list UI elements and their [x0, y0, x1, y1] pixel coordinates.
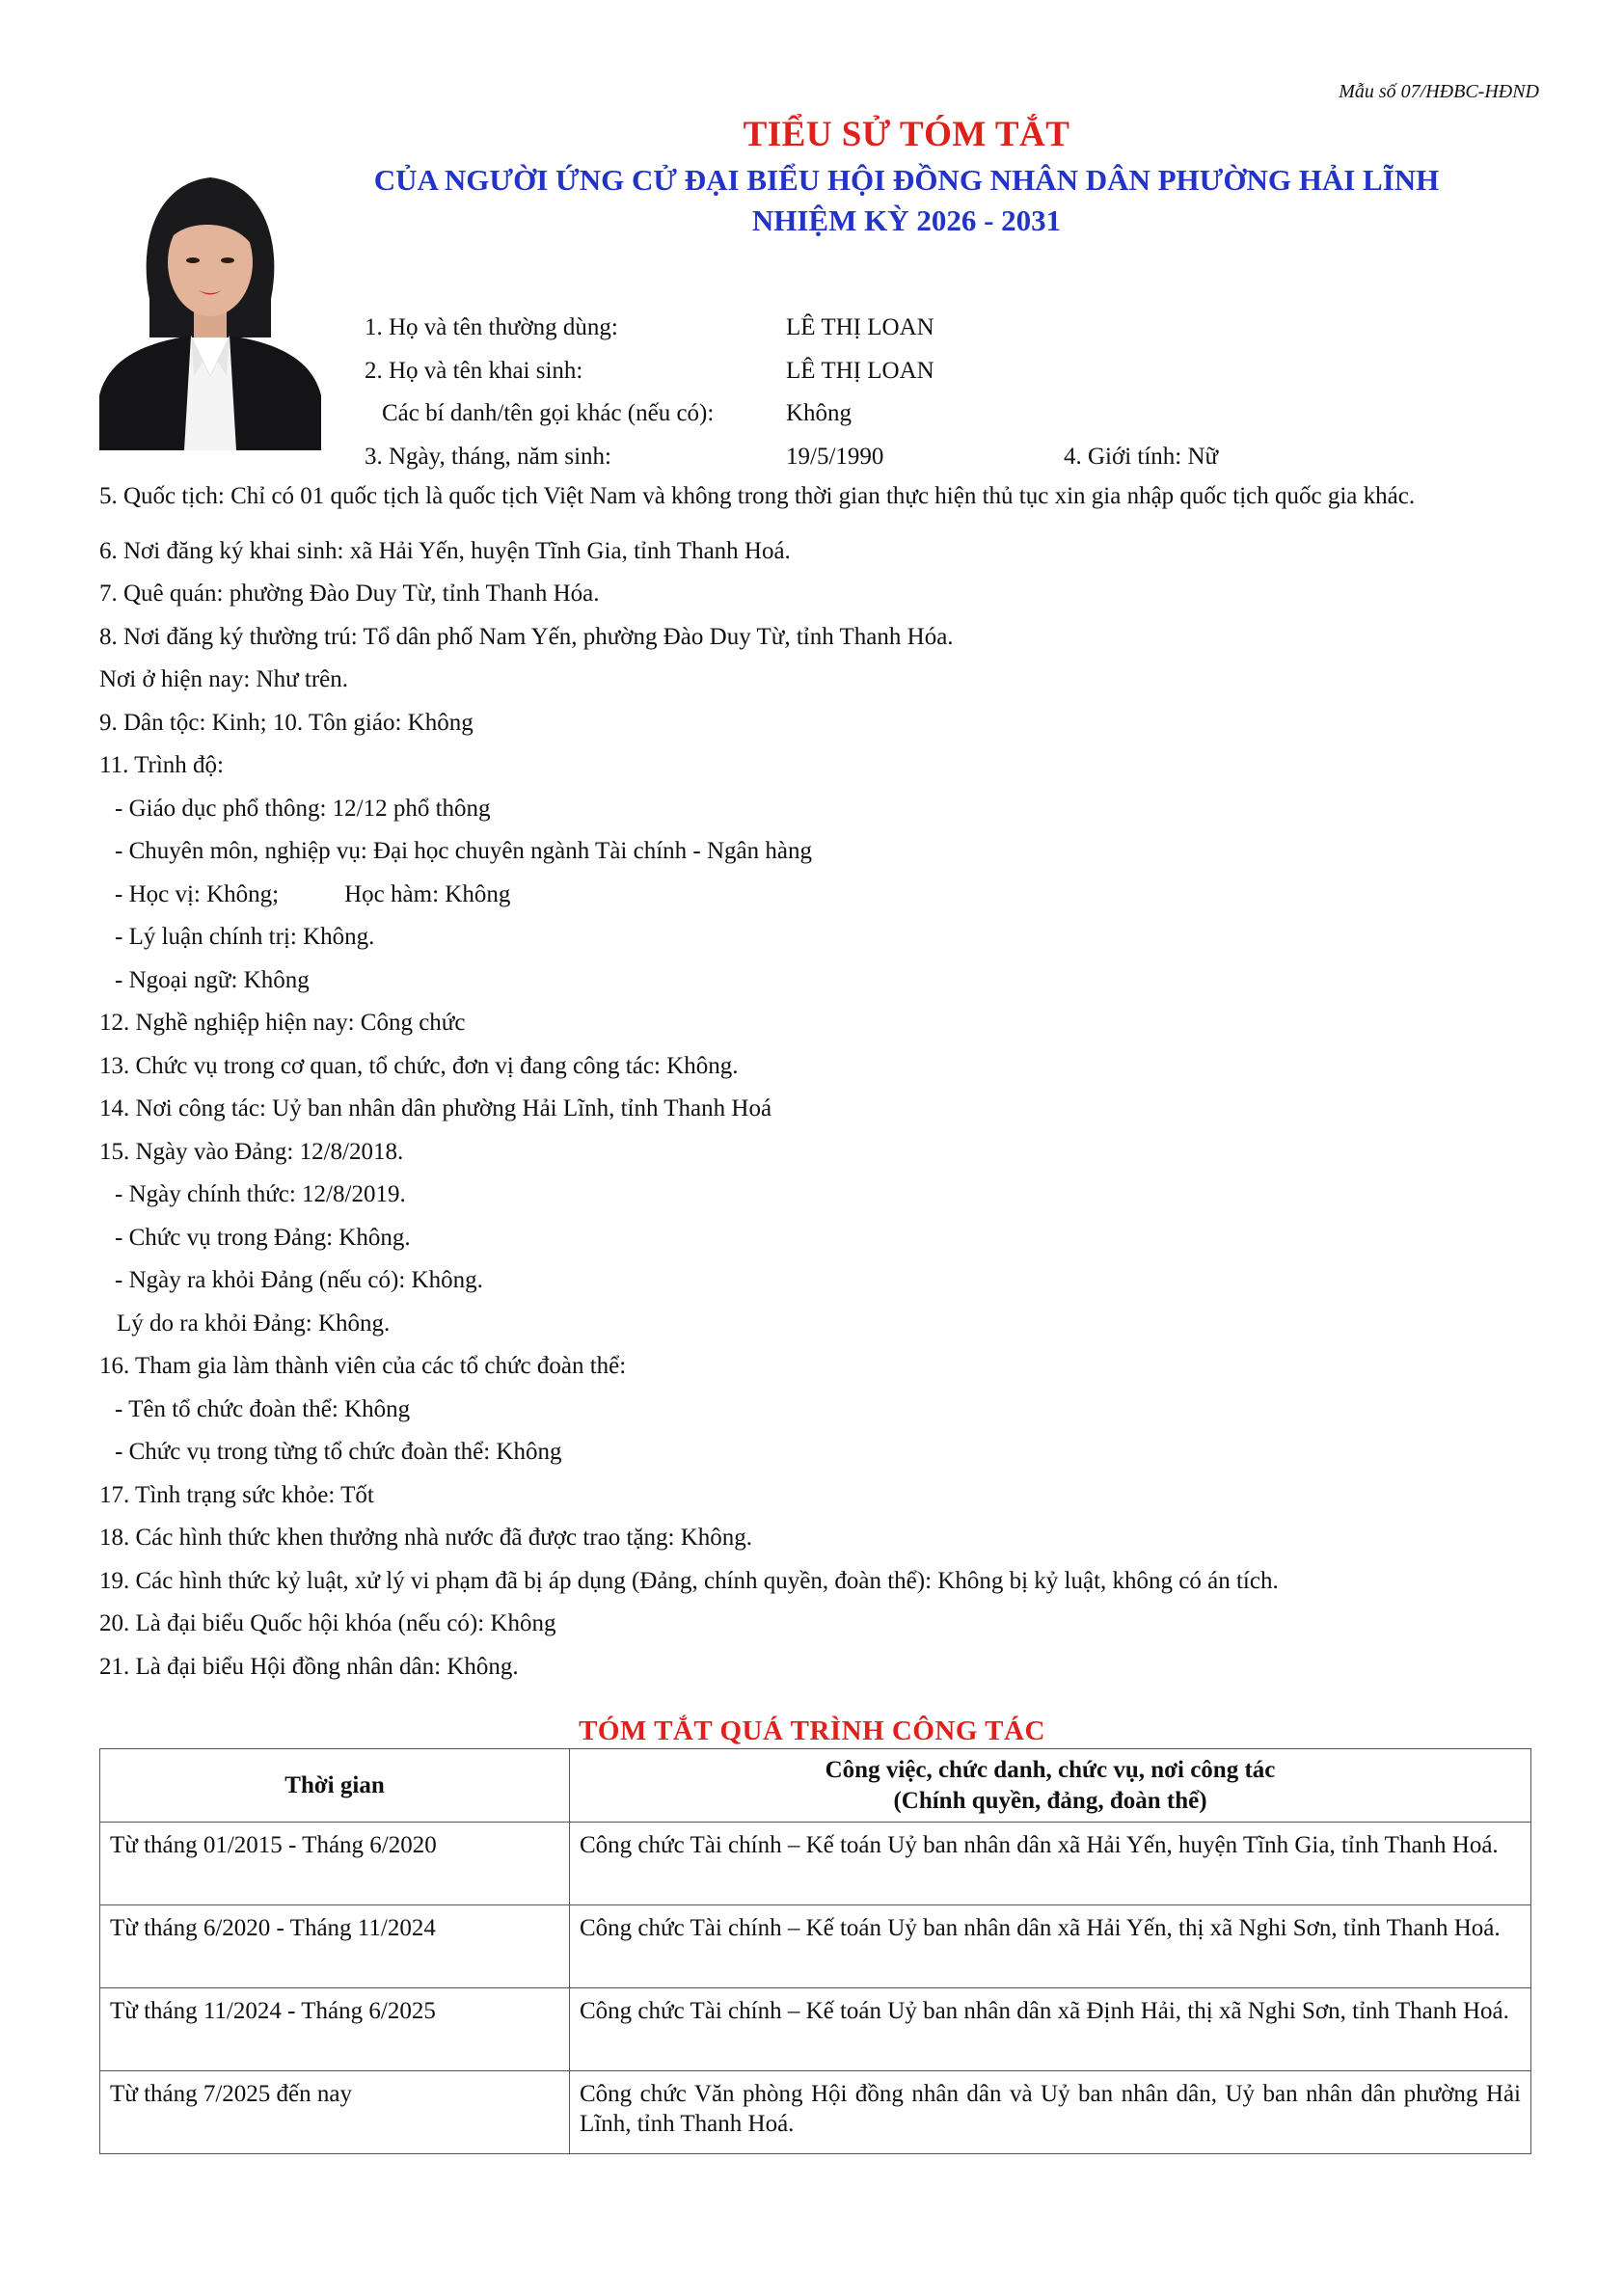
- item-general-education: - Giáo dục phổ thông: 12/12 phổ thông: [115, 795, 491, 822]
- item-birth-registration: 6. Nơi đăng ký khai sinh: xã Hải Yến, huyện Tĩnh Gia, tỉnh Thanh Hoá.: [99, 537, 791, 564]
- item-awards: 18. Các hình thức khen thưởng nhà nước đã được trao tặng: Không.: [99, 1525, 753, 1551]
- item-organization-name: - Tên tổ chức đoàn thể: Không: [115, 1395, 411, 1422]
- item-permanent-residence: 8. Nơi đăng ký thường trú: Tổ dân phố Nam Yến, phường Đào Duy Từ, tỉnh Thanh Hóa.: [99, 623, 954, 650]
- header-description: [570, 1749, 1531, 1823]
- title-block: [318, 114, 1495, 238]
- field-value: 19/5/1990: [786, 443, 884, 470]
- item-specialty: - Chuyên môn, nghiệp vụ: Đại học chuyên ngành Tài chính - Ngân hàng: [115, 838, 812, 864]
- work-history-title: TÓM TẮT QUÁ TRÌNH CÔNG TÁC: [579, 1715, 1045, 1746]
- header-desc-line-1: Công việc, chức danh, chức vụ, nơi công tác: [825, 1756, 1276, 1783]
- item-party-leave-reason: Lý do ra khỏi Đảng: Không.: [117, 1310, 391, 1337]
- item-party-position: - Chức vụ trong Đảng: Không.: [115, 1224, 411, 1251]
- portrait-illustration: [99, 154, 321, 450]
- item-party-official: - Ngày chính thức: 12/8/2019.: [115, 1181, 406, 1207]
- item-discipline: 19. Các hình thức kỷ luật, xử lý vi phạm đã bị áp dụng (Đảng, chính quyền, đoàn thể): Không bị kỷ luật, không có án tích.: [99, 1567, 1279, 1594]
- item-ethnicity-religion: 9. Dân tộc: Kinh; 10. Tôn giáo: Không: [99, 709, 474, 736]
- item-occupation: 12. Nghề nghiệp hiện nay: Công chức: [99, 1010, 466, 1036]
- header-time: Thời gian: [100, 1749, 570, 1823]
- personal-fields: [365, 307, 1522, 478]
- field-label: 2. Họ và tên khai sinh:: [365, 357, 583, 384]
- row-time: Từ tháng 11/2024 - Tháng 6/2025: [100, 1988, 570, 2071]
- item-current-residence: Nơi ở hiện nay: Như trên.: [99, 666, 348, 692]
- field-aliases: [365, 392, 1522, 436]
- item-party-join: 15. Ngày vào Đảng: 12/8/2018.: [99, 1138, 404, 1165]
- field-common-name: [365, 307, 1522, 350]
- row-description: Công chức Văn phòng Hội đồng nhân dân và Uỷ ban nhân dân, Uỷ ban nhân dân phường Hải Lĩnh, tỉnh Thanh Hoá.: [570, 2071, 1531, 2154]
- candidate-portrait: [99, 154, 321, 450]
- row-description: Công chức Tài chính – Kế toán Uỷ ban nhân dân xã Hải Yến, thị xã Nghi Sơn, tỉnh Thanh Hoá.: [570, 1905, 1531, 1988]
- item-peoples-council: 21. Là đại biểu Hội đồng nhân dân: Không.: [99, 1653, 519, 1680]
- field-label: 1. Họ và tên thường dùng:: [365, 314, 618, 340]
- item-academic-title: Học hàm: Không: [344, 880, 511, 907]
- document-title: TIỂU SỬ TÓM TẮT: [743, 115, 1070, 154]
- row-description: Công chức Tài chính – Kế toán Uỷ ban nhân dân xã Định Hải, thị xã Nghi Sơn, tỉnh Thanh Hoá.: [570, 1988, 1531, 2071]
- item-education-heading: 11. Trình độ:: [99, 752, 224, 778]
- item-hometown: 7. Quê quán: phường Đào Duy Từ, tỉnh Thanh Hóa.: [99, 581, 600, 607]
- field-value: Không: [786, 400, 853, 426]
- row-time: Từ tháng 6/2020 - Tháng 11/2024: [100, 1905, 570, 1988]
- table-row: [100, 1823, 1531, 1905]
- item-organization-position: - Chức vụ trong từng tổ chức đoàn thể: Không: [115, 1439, 562, 1465]
- header-desc-line-2: (Chính quyền, đảng, đoàn thể): [893, 1787, 1207, 1814]
- item-workplace: 14. Nơi công tác: Uỷ ban nhân dân phường Hải Lĩnh, tỉnh Thanh Hoá: [99, 1095, 772, 1121]
- item-party-leave-date: - Ngày ra khỏi Đảng (nếu có): Không.: [115, 1267, 483, 1293]
- table-header-row: [100, 1749, 1531, 1823]
- field-value: LÊ THỊ LOAN: [786, 314, 934, 340]
- biography-items: [99, 475, 1527, 1688]
- field-label: 3. Ngày, tháng, năm sinh:: [365, 443, 611, 470]
- item-foreign-language: - Ngoại ngữ: Không: [115, 966, 310, 993]
- item-national-assembly: 20. Là đại biểu Quốc hội khóa (nếu có): Không: [99, 1610, 556, 1636]
- row-time: Từ tháng 7/2025 đến nay: [100, 2071, 570, 2154]
- item-degree-row: [99, 874, 1527, 917]
- item-nationality: 5. Quốc tịch: Chỉ có 01 quốc tịch là quốc tịch Việt Nam và không trong thời gian thực hiện thủ tục xin gia nhập quốc tịch quốc gia khác.: [99, 483, 1416, 509]
- work-history-table: [99, 1748, 1531, 2154]
- item-degree: - Học vị: Không;: [115, 880, 280, 907]
- field-value: LÊ THỊ LOAN: [786, 357, 934, 384]
- table-row: [100, 1905, 1531, 1988]
- item-organizations-heading: 16. Tham gia làm thành viên của các tổ chức đoàn thể:: [99, 1353, 627, 1379]
- row-time: Từ tháng 01/2015 - Tháng 6/2020: [100, 1823, 570, 1905]
- field-label: Các bí danh/tên gọi khác (nếu có):: [382, 400, 715, 426]
- item-health: 17. Tình trạng sức khỏe: Tốt: [99, 1481, 374, 1508]
- item-position: 13. Chức vụ trong cơ quan, tổ chức, đơn vị đang công tác: Không.: [99, 1052, 739, 1079]
- field-birth-name: [365, 350, 1522, 393]
- table-row: [100, 2071, 1531, 2154]
- document-subtitle: CỦA NGƯỜI ỨNG CỬ ĐẠI BIỂU HỘI ĐỒNG NHÂN DÂN PHƯỜNG HẢI LĨNH: [373, 163, 1440, 197]
- field-dob: [365, 436, 1522, 479]
- document-term: NHIỆM KỲ 2026 - 2031: [751, 203, 1062, 237]
- field-gender: 4. Giới tính: Nữ: [1064, 443, 1219, 470]
- table-row: [100, 1988, 1531, 2071]
- form-code: Mẫu số 07/HĐBC-HĐND: [1339, 81, 1539, 102]
- item-political-theory: - Lý luận chính trị: Không.: [115, 924, 375, 950]
- row-description: Công chức Tài chính – Kế toán Uỷ ban nhân dân xã Hải Yến, huyện Tĩnh Gia, tỉnh Thanh Hoá.: [570, 1823, 1531, 1905]
